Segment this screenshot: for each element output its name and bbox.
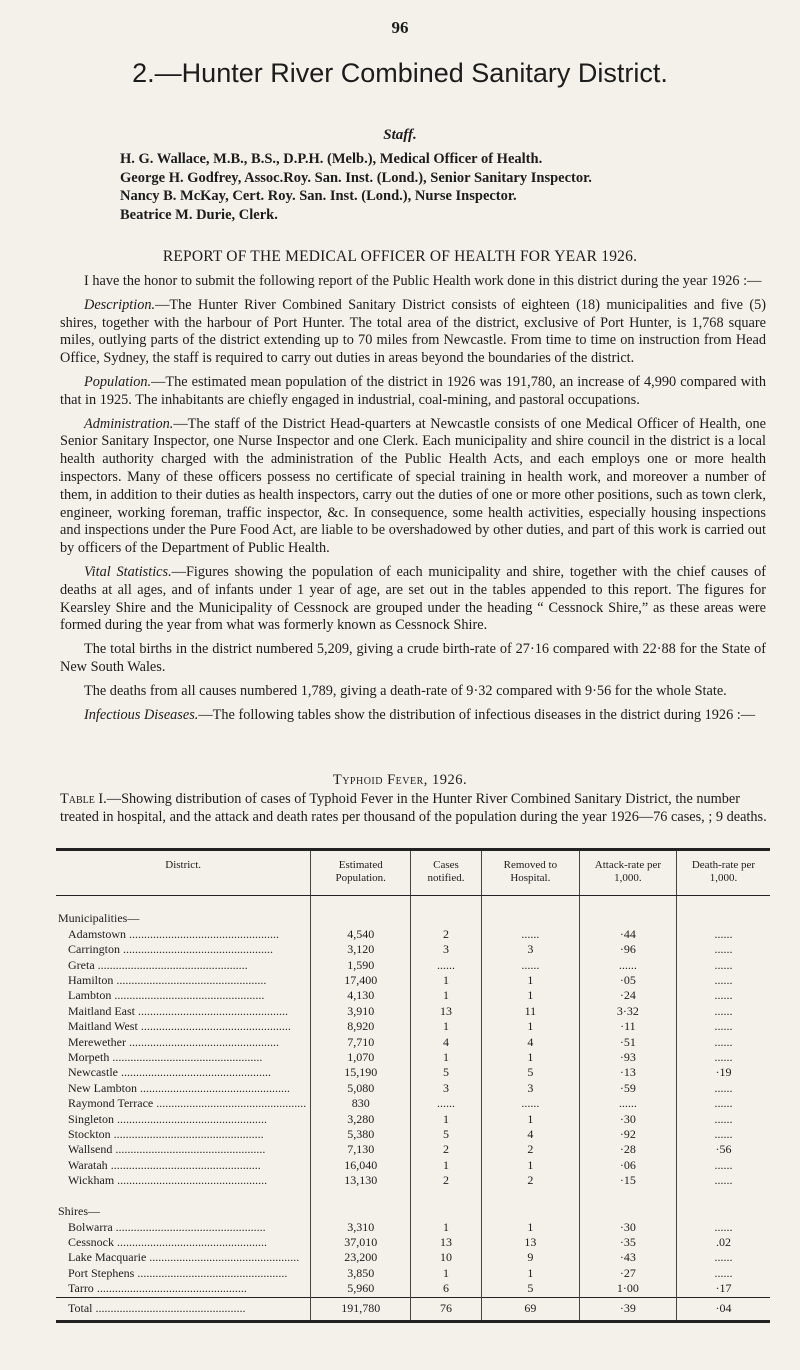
removed-cell: 1	[481, 973, 579, 988]
cases-cell: 1	[411, 1266, 482, 1281]
staff-heading: Staff.	[383, 127, 417, 143]
cases-cell: 13	[411, 1235, 482, 1250]
removed-cell: 1	[481, 1112, 579, 1127]
empty-cell	[311, 1204, 411, 1219]
attack-rate-cell: ·43	[579, 1250, 676, 1265]
death-rate-cell: ·56	[676, 1142, 770, 1157]
cases-cell: 6	[411, 1281, 482, 1297]
attack-rate-cell: ·92	[579, 1127, 676, 1142]
death-rate-cell: ......	[676, 942, 770, 957]
administration-label: Administration.	[84, 415, 174, 432]
population-cell: 23,200	[311, 1250, 411, 1265]
table-row	[56, 1220, 770, 1235]
cases-cell: 4	[411, 1035, 482, 1050]
removed-cell: 1	[481, 988, 579, 1003]
death-rate-cell: ......	[676, 1173, 770, 1188]
table-caption	[60, 791, 770, 827]
column-header: District.	[56, 850, 311, 896]
district-name: Newcastle .....	[56, 1065, 311, 1080]
attack-rate-cell: ·30	[579, 1220, 676, 1235]
description-paragraph	[60, 297, 766, 368]
infectious-text: —The following tables show the distribution of infectious diseases in the district during 1926 :—	[198, 706, 756, 723]
empty-cell	[56, 896, 311, 912]
table-row	[56, 1019, 770, 1034]
attack-rate-cell: ·44	[579, 927, 676, 942]
death-rate-cell: ......	[676, 1158, 770, 1173]
district-name: Hamilton .....	[56, 973, 311, 988]
district-name: Adamstown .....	[56, 927, 311, 942]
table-row	[56, 1081, 770, 1096]
population-cell: 17,400	[311, 973, 411, 988]
column-header: Attack-rate per 1,000.	[579, 850, 676, 896]
cases-cell: 2	[411, 1142, 482, 1157]
typhoid-table	[56, 848, 770, 1323]
empty-cell	[579, 911, 676, 926]
attack-rate-cell: ·51	[579, 1035, 676, 1050]
district-name: Tarro .....	[56, 1281, 311, 1297]
removed-cell: 1	[481, 1050, 579, 1065]
empty-cell	[481, 911, 579, 926]
district-name: Stockton .....	[56, 1127, 311, 1142]
description-text: —The Hunter River Combined Sanitary District consists of eighteen (18) municipalities and five (5) shires, together with the harbour of Port Hunter. The total area of the district, exclusive of Port Hunter, is 1,768 square miles, outlying parts of the district extending up to 70 miles from Newcastle. From time to time on instruction from Head Office, Sydney, the staff is required to carry out duties in areas beyond the boundaries of the district.	[60, 296, 766, 367]
table-row	[56, 1158, 770, 1173]
population-cell: 16,040	[311, 1158, 411, 1173]
attack-rate-cell: ·39	[579, 1297, 676, 1321]
removed-cell: 13	[481, 1235, 579, 1250]
typhoid-heading: Typhoid Fever, 1926.	[332, 772, 468, 788]
report-body	[60, 273, 766, 730]
removed-cell: 3	[481, 942, 579, 957]
district-name: Singleton .....	[56, 1112, 311, 1127]
population-cell: 5,080	[311, 1081, 411, 1096]
administration-paragraph	[60, 416, 766, 558]
cases-cell: ......	[411, 1096, 482, 1111]
table-row	[56, 1250, 770, 1265]
total-row	[56, 1297, 770, 1321]
attack-rate-cell: ......	[579, 958, 676, 973]
attack-rate-cell: ·11	[579, 1019, 676, 1034]
empty-cell	[311, 896, 411, 912]
spacer-row	[56, 896, 770, 912]
death-rate-cell: ......	[676, 1112, 770, 1127]
spacer-row	[56, 1189, 770, 1204]
empty-cell	[56, 1189, 311, 1204]
description-label: Description.	[84, 296, 156, 313]
vital-paragraph	[60, 564, 766, 635]
population-cell: 4,130	[311, 988, 411, 1003]
staff-member: H. G. Wallace, M.B., B.S., D.P.H. (Melb.), Medical Officer of Health.	[120, 151, 543, 167]
death-rate-cell: ·04	[676, 1297, 770, 1321]
attack-rate-cell: ·06	[579, 1158, 676, 1173]
population-text: —The estimated mean population of the district in 1926 was 191,780, an increase of 4,990 compared with that in 1925. The inhabitants are chiefly engaged in industrial, coal-mining, and pastoral occupations.	[60, 373, 766, 408]
report-heading: REPORT OF THE MEDICAL OFFICER OF HEALTH FOR YEAR 1926.	[162, 248, 638, 265]
empty-cell	[311, 1189, 411, 1204]
table-row	[56, 988, 770, 1003]
cases-cell: 1	[411, 1112, 482, 1127]
cases-cell: 3	[411, 942, 482, 957]
population-cell: 15,190	[311, 1065, 411, 1080]
death-rate-cell: ......	[676, 958, 770, 973]
removed-cell: 2	[481, 1142, 579, 1157]
table-row	[56, 1235, 770, 1250]
attack-rate-cell: ·05	[579, 973, 676, 988]
cases-cell: 1	[411, 973, 482, 988]
district-name: New Lambton .....	[56, 1081, 311, 1096]
population-cell: 1,590	[311, 958, 411, 973]
removed-cell: 5	[481, 1281, 579, 1297]
table-row	[56, 1281, 770, 1297]
administration-text: —The staff of the District Head-quarters at Newcastle consists of one Medical Officer of Health, one Senior Sanitary Inspector, one Nurse Inspector and one Clerk. Each municipality and shire council in the district is a local health authority charged with the administration of the Public Health Acts, and each employs one or more health inspectors. Many of these officers possess no certificate of special training in health work, and moreover a number of them, in addition to their duties as health inspectors, carry out the duties of one or more other positions, such as town clerk, engineer, working foreman, traffic inspector, &c. In consequence, some health activities, especially housing inspections and inspections under the Pure Food Act, are liable to be overshadowed by other duties, and part of this work is carried out by officers of the Department of Public Health.	[60, 415, 766, 557]
empty-cell	[579, 896, 676, 912]
empty-cell	[676, 1189, 770, 1204]
population-cell: 830	[311, 1096, 411, 1111]
death-rate-cell: ......	[676, 1127, 770, 1142]
attack-rate-cell: ·30	[579, 1112, 676, 1127]
death-rate-cell: ......	[676, 1220, 770, 1235]
table-row	[56, 1266, 770, 1281]
population-paragraph	[60, 374, 766, 410]
population-cell: 3,120	[311, 942, 411, 957]
death-rate-cell: ......	[676, 927, 770, 942]
district-name: Wickham .....	[56, 1173, 311, 1188]
cases-cell: 1	[411, 988, 482, 1003]
district-name: Waratah .....	[56, 1158, 311, 1173]
removed-cell: 1	[481, 1220, 579, 1235]
attack-rate-cell: 3·32	[579, 1004, 676, 1019]
death-rate-cell: ......	[676, 973, 770, 988]
table-caption-label: Table I.	[60, 791, 107, 807]
empty-cell	[481, 1204, 579, 1219]
population-cell: 4,540	[311, 927, 411, 942]
empty-cell	[676, 911, 770, 926]
cases-cell: 5	[411, 1127, 482, 1142]
cases-cell: 1	[411, 1019, 482, 1034]
cases-cell: 1	[411, 1158, 482, 1173]
table-row	[56, 1112, 770, 1127]
section-row	[56, 911, 770, 926]
district-name: Maitland West .....	[56, 1019, 311, 1034]
column-header: Estimated Population.	[311, 850, 411, 896]
death-rate-cell: ......	[676, 1081, 770, 1096]
attack-rate-cell: ......	[579, 1096, 676, 1111]
removed-cell: ......	[481, 958, 579, 973]
population-cell: 191,780	[311, 1297, 411, 1321]
removed-cell: 1	[481, 1158, 579, 1173]
table-row	[56, 973, 770, 988]
empty-cell	[411, 911, 482, 926]
staff-member: Beatrice M. Durie, Clerk.	[120, 206, 278, 223]
death-rate-cell: .02	[676, 1235, 770, 1250]
empty-cell	[411, 1204, 482, 1219]
death-rate-cell: ·17	[676, 1281, 770, 1297]
empty-cell	[579, 1189, 676, 1204]
cases-cell: 10	[411, 1250, 482, 1265]
empty-cell	[481, 896, 579, 912]
table-row	[56, 1173, 770, 1188]
section-row	[56, 1204, 770, 1219]
page-number: 96	[391, 18, 409, 37]
cases-cell: 3	[411, 1081, 482, 1096]
district-name: Lambton .....	[56, 988, 311, 1003]
section-label: Municipalities—	[58, 911, 140, 926]
removed-cell: 1	[481, 1019, 579, 1034]
district-name: Greta .....	[56, 958, 311, 973]
removed-cell: 9	[481, 1250, 579, 1265]
table-row	[56, 927, 770, 942]
district-name: Bolwarra .....	[56, 1220, 311, 1235]
table-row	[56, 942, 770, 957]
intro-paragraph: I have the honor to submit the following report of the Public Health work done in this district during the year 1926 :—	[84, 273, 762, 289]
empty-cell	[411, 1189, 482, 1204]
staff-list	[120, 150, 800, 224]
district-name: Lake Macquarie .....	[56, 1250, 311, 1265]
cases-cell: 1	[411, 1220, 482, 1235]
removed-cell: 69	[481, 1297, 579, 1321]
attack-rate-cell: ·13	[579, 1065, 676, 1080]
page-title: 2.—Hunter River Combined Sanitary District.	[132, 58, 668, 88]
cases-cell: ......	[411, 958, 482, 973]
attack-rate-cell: ·35	[579, 1235, 676, 1250]
population-cell: 8,920	[311, 1019, 411, 1034]
table-row	[56, 1050, 770, 1065]
column-header: Death-rate per 1,000.	[676, 850, 770, 896]
attack-rate-cell: 1·00	[579, 1281, 676, 1297]
table-caption-text: —Showing distribution of cases of Typhoid Fever in the Hunter River Combined Sanitary District, the number treated in hospital, and the attack and death rates per thousand of the population during the year 1926—76 cases, ; 9 deaths.	[60, 791, 767, 825]
district-name: Merewether .....	[56, 1035, 311, 1050]
table-header-row	[56, 850, 770, 896]
death-rate-cell: ......	[676, 988, 770, 1003]
attack-rate-cell: ·28	[579, 1142, 676, 1157]
deaths-paragraph: The deaths from all causes numbered 1,789, giving a death-rate of 9·32 compared with 9·56 for the whole State.	[84, 682, 727, 699]
district-name: Cessnock .....	[56, 1235, 311, 1250]
cases-cell: 76	[411, 1297, 482, 1321]
removed-cell: 1	[481, 1266, 579, 1281]
death-rate-cell: ......	[676, 1266, 770, 1281]
attack-rate-cell: ·24	[579, 988, 676, 1003]
table-body	[56, 896, 770, 1322]
removed-cell: ......	[481, 1096, 579, 1111]
death-rate-cell: ......	[676, 1035, 770, 1050]
column-header: Cases notified.	[411, 850, 482, 896]
population-cell: 3,910	[311, 1004, 411, 1019]
death-rate-cell: ·19	[676, 1065, 770, 1080]
district-name: Maitland East .....	[56, 1004, 311, 1019]
births-paragraph: The total births in the district numbered 5,209, giving a crude birth-rate of 27·16 compared with 22·88 for the State of New South Wales.	[60, 641, 766, 675]
death-rate-cell: ......	[676, 1096, 770, 1111]
district-name: Raymond Terrace .....	[56, 1096, 311, 1111]
population-cell: 7,130	[311, 1142, 411, 1157]
population-cell: 3,280	[311, 1112, 411, 1127]
death-rate-cell: ......	[676, 1019, 770, 1034]
attack-rate-cell: ·15	[579, 1173, 676, 1188]
vital-label: Vital Statistics.	[84, 563, 172, 580]
cases-cell: 13	[411, 1004, 482, 1019]
empty-cell	[676, 896, 770, 912]
death-rate-cell: ......	[676, 1250, 770, 1265]
empty-cell	[311, 911, 411, 926]
empty-cell	[411, 896, 482, 912]
population-label: Population.	[84, 373, 152, 390]
removed-cell: 4	[481, 1035, 579, 1050]
population-cell: 37,010	[311, 1235, 411, 1250]
population-cell: 5,380	[311, 1127, 411, 1142]
cases-cell: 2	[411, 1173, 482, 1188]
infectious-paragraph	[60, 707, 766, 725]
population-cell: 1,070	[311, 1050, 411, 1065]
table-row	[56, 1096, 770, 1111]
removed-cell: 3	[481, 1081, 579, 1096]
district-name: Port Stephens .....	[56, 1266, 311, 1281]
removed-cell: 4	[481, 1127, 579, 1142]
population-cell: 3,310	[311, 1220, 411, 1235]
empty-cell	[481, 1189, 579, 1204]
removed-cell: 2	[481, 1173, 579, 1188]
table-row	[56, 1065, 770, 1080]
table-row	[56, 1004, 770, 1019]
death-rate-cell: ......	[676, 1050, 770, 1065]
vital-text: —Figures showing the population of each municipality and shire, together with the chief causes of deaths at all ages, and of infants under 1 year of age, are set out in the tables appended to this report. The figures for Kearsley Shire and the Municipality of Cessnock are grouped under the heading “ Cessnock Shire,” as these areas were formed during the year from what was formerly known as Cessnock Shire.	[60, 563, 766, 634]
staff-member: Nancy B. McKay, Cert. Roy. San. Inst. (Lond.), Nurse Inspector.	[120, 188, 517, 204]
population-cell: 13,130	[311, 1173, 411, 1188]
attack-rate-cell: ·27	[579, 1266, 676, 1281]
section-label: Shires—	[58, 1204, 100, 1219]
death-rate-cell: ......	[676, 1004, 770, 1019]
population-cell: 5,960	[311, 1281, 411, 1297]
column-header: Removed to Hospital.	[481, 850, 579, 896]
district-name: Wallsend .....	[56, 1142, 311, 1157]
removed-cell: 11	[481, 1004, 579, 1019]
table-row	[56, 1142, 770, 1157]
attack-rate-cell: ·93	[579, 1050, 676, 1065]
attack-rate-cell: ·59	[579, 1081, 676, 1096]
infectious-label: Infectious Diseases.	[84, 706, 199, 723]
population-cell: 7,710	[311, 1035, 411, 1050]
district-name: Carrington .....	[56, 942, 311, 957]
population-cell: 3,850	[311, 1266, 411, 1281]
cases-cell: 1	[411, 1050, 482, 1065]
total-label: Total .....	[56, 1297, 311, 1321]
cases-cell: 2	[411, 927, 482, 942]
removed-cell: 5	[481, 1065, 579, 1080]
table-row	[56, 1035, 770, 1050]
empty-cell	[579, 1204, 676, 1219]
cases-cell: 5	[411, 1065, 482, 1080]
district-name: Morpeth .....	[56, 1050, 311, 1065]
staff-member: George H. Godfrey, Assoc.Roy. San. Inst. (Lond.), Senior Sanitary Inspector.	[120, 169, 592, 186]
empty-cell	[676, 1204, 770, 1219]
attack-rate-cell: ·96	[579, 942, 676, 957]
table-row	[56, 1127, 770, 1142]
table-row	[56, 958, 770, 973]
removed-cell: ......	[481, 927, 579, 942]
